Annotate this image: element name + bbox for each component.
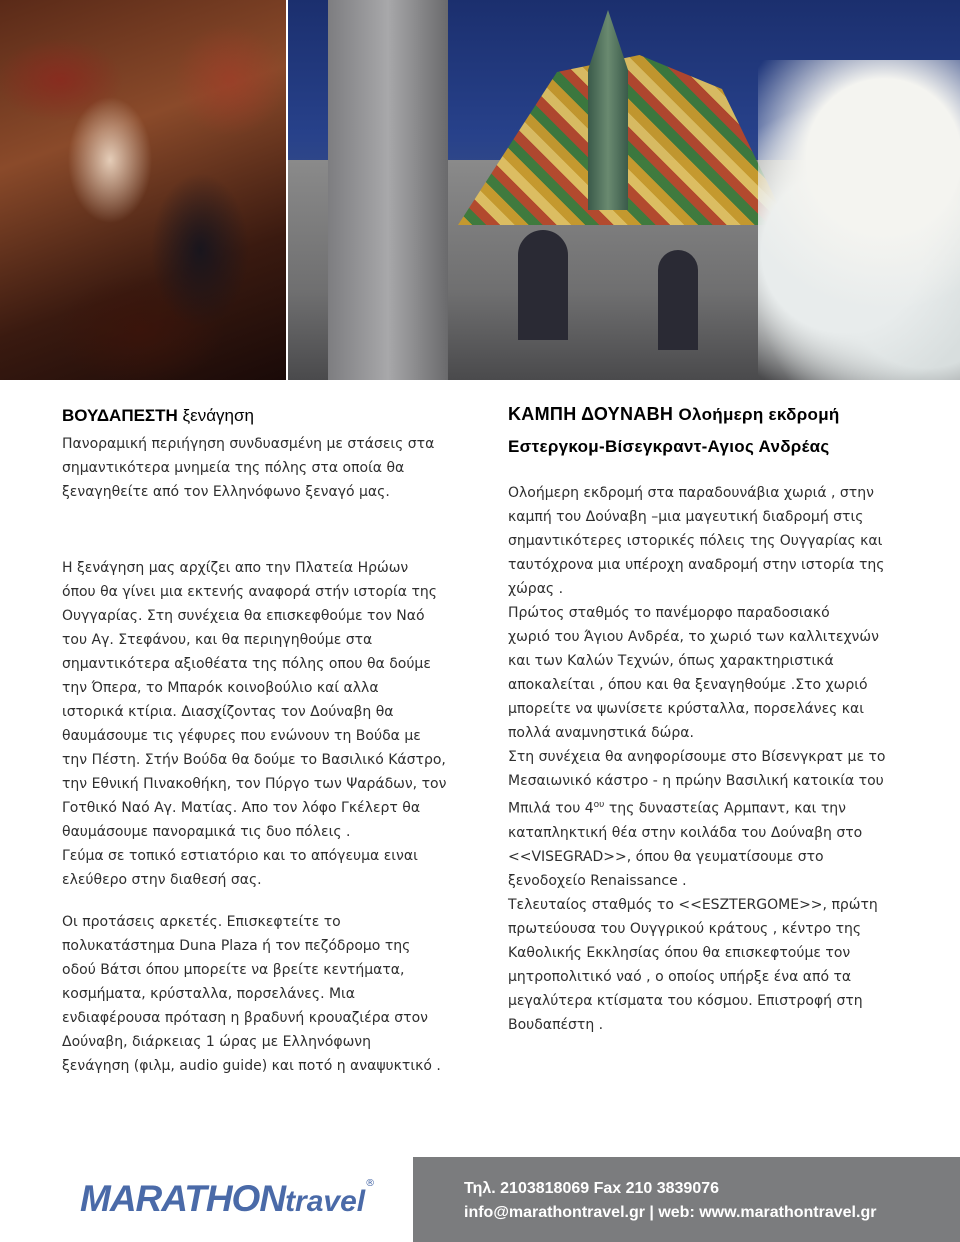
suggestions-paragraph: Οι προτάσεις αρκετές. Επισκεφτείτε το πολυκατάστημα Duna Plaza ή τον πεζόδρομο της οδού Βάτσι όπου μπορείτε να βρείτε κεντήματα, κοσμήματα, κρύσταλλα, πορσελάνες. Μια ενδιαφέρουσα πρόταση η βραδυνή κρουαζιέρα στον Δούναβη, διάρκειας 1 ώρας με Ελληνόφωνη ξενάγηση (φιλμ, audio guide) και ποτό η αναψυκτικό .: [62, 914, 441, 1074]
church-window: [518, 230, 568, 340]
tour-paragraph: Η ξενάγηση μας αρχίζει απο την Πλατεία Ηρώων όπου θα γίνει μια εκτενής αναφορά στήν ιστορία της Ουγγαρίας. Στη συνέχεια θα επισκεφθούμε τον Ναό του Αγ. Στεφάνου, και θα περιηγηθούμε στα σημαντικότερα αξιοθέατα της πόλης οπου θα δούμε την Όπερα, το Μπαρόκ κοινοβούλιο καί αλλα ιστορικά κτίρια. Διασχίζοντας τον Δούναβη θα θαυμάσουμε τις γέφυρες που ενώνουν τη Βούδα με την Πέστη. Στήν Βούδα θα δούμε το Βασιλικό Κάστρο, την Εθνική Πινακοθήκη, τον Πύργο των Ψαράδων, τον Γοτθικό Ναό Αγ. Ματίας. Απο τον λόφο Γκέλερτ θα θαυμάσουμε πανοραμικά τις δυο πόλεις . Γεύμα σε τοπικό εστιατόριο και το απόγευμα ειναι ελεύθερο στην διαθεσή σας.: [62, 560, 447, 888]
danube-bend-paragraph: Ολοήμερη εκδρομή στα παραδουνάβια χωριά , στην καμπή του Δούναβη –μια μαγευτική διαδρομή στις σημαντικότερες ιστορικές πόλεις της Ουγγαρίας και ταυτόχρονα μια υπέροχη αναδρομή στην ιστορία της χώρας . Πρώτος σταθμός το πανέμορφο παραδοσιακό χωριό του Άγιου Ανδρέα, το χωριό των καλλιτεχνών και των Καλών Τεχνών, όπως χαρακτηριστικά αποκαλείται , όπου και θα ξεναγηθούμε .Στο χωριό μπορείτε να ψωνίσετε κρύσταλλα, πορσελάνες και πολλά αναμνηστικά δώρα. Στη συνέχεια θα ανηφορίσουμε στο Βίσενγκρατ με το Μεσαιωνικό κάστρο - η πρώην Βασιλική κατοικία του Μπιλά του $4^{o\upsilon}$ της δυναστείας Αρμπαντ, και την καταπληκτική θέα στην κοιλάδα του Δούναβη στο <<VISEGRAD>>, όπου θα γευματίσουμε στο ξενοδοχείο Renaissance . Τελευταίος σταθμός το <<ESZTERGOME>>, πρώτη πρωτεύουσα του Ουγγρικού κράτους , κέντρο της Καθολικής Εκκλησίας όπου θα επισκεφτούμε τον μητροπολιτικό ναό , ο οποίος υπήρξε ένα από τα μεγαλύτερα κτίσματα του κόσμου. Επιστροφή στη Βουδαπέστη .: [508, 485, 886, 1033]
church-spire: [588, 10, 628, 210]
intro-paragraph: Πανοραμική περιήγηση συνδυασμένη με στάσεις στα σημαντικότερα μνημεία της πόλης στα οποία θα ξεναγηθείτε από τον Ελληνόφωνο ξεναγό μας.: [62, 436, 435, 500]
phone-fax-line: Τηλ. 2103818069 Fax 210 3839076: [464, 1180, 720, 1197]
blossom-tree: [758, 60, 960, 380]
matthias-church-photo: [288, 0, 960, 380]
danube-bend-subtitle: Εστεργκομ-Βίσεγκραντ-Αγιος Ανδρέας: [508, 437, 830, 456]
church-tower: [328, 0, 448, 380]
header-photos: [0, 0, 960, 380]
email-web-line[interactable]: info@marathontravel.gr | web: www.marathontravel.gr: [464, 1204, 877, 1221]
church-window: [658, 250, 698, 350]
budapest-title: ΒΟΥΔΑΠΕΣΤΗ ξενάγηση: [62, 406, 254, 425]
contact-footer: [413, 1157, 960, 1242]
marathon-travel-logo: MARATHONtravel®: [80, 1178, 376, 1219]
folk-dancers-photo: [0, 0, 286, 380]
danube-bend-title: ΚΑΜΠΗ ΔΟΥΝΑΒΗ Ολοήμερη εκδρομή: [508, 404, 840, 424]
